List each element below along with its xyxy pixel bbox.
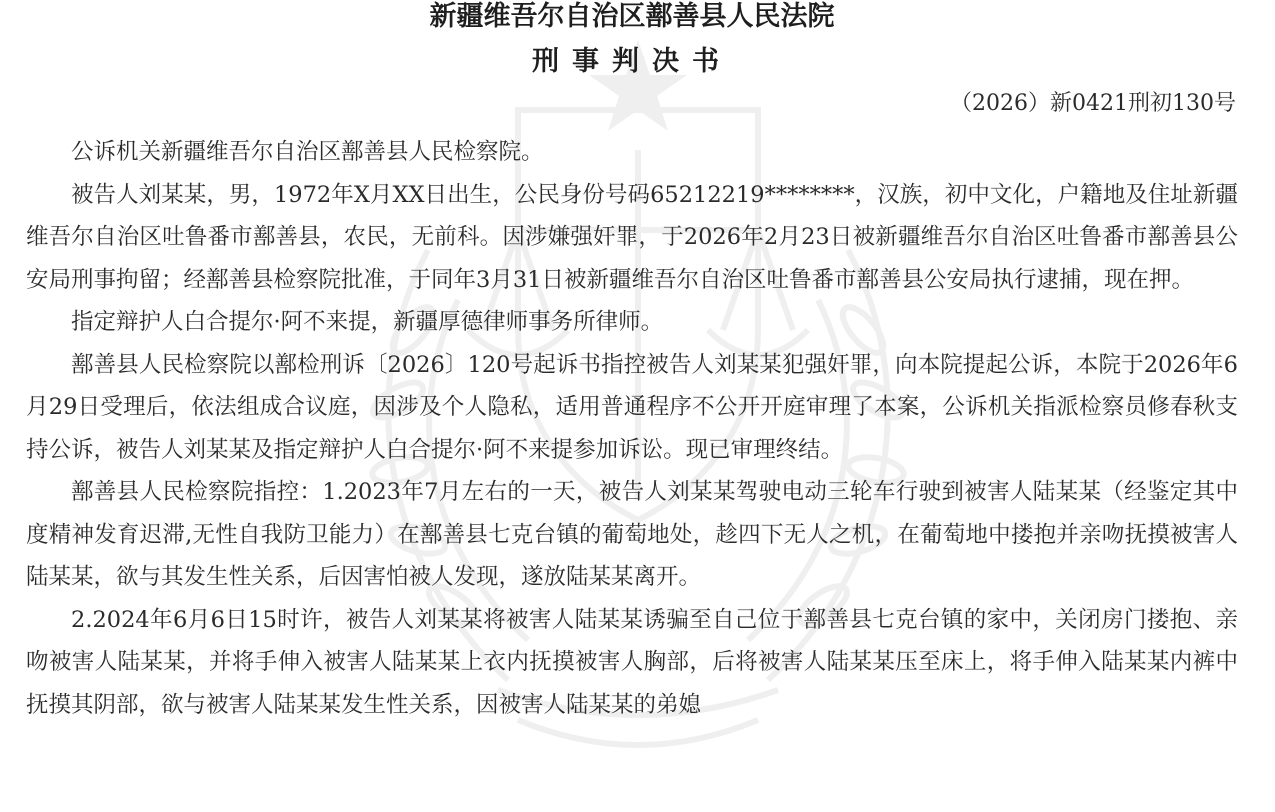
case-number: （2026）新0421刑初130号 (950, 91, 1236, 116)
defendant-paragraph: 被告人刘某某，男，1972年X月XX日出生，公民身份号码65212219********，汉族，初中文化，户籍地及住址新疆维吾尔自治区吐鲁番市鄯善县，农民，无前科。因涉嫌强奸罪，于2026年2月23日被新疆维吾尔自治区吐鲁番市鄯善县公安局刑事拘留；经鄯善县检察院批准，于同年3月31日被新疆维吾尔自治区吐鲁番市鄯善县公安局执行逮捕，现在押。 (26, 181, 1238, 293)
judgment-body (26, 131, 1238, 726)
judgment-document (26, 0, 1238, 812)
charge-paragraph-2: 2.2024年6月6日15时许，被告人刘某某将被害人陆某某诱骗至自己位于鄯善县七克台镇的家中，关闭房门搂抱、亲吻被害人陆某某，并将手伸入被害人陆某某上衣内抚摸被害人胸部，后将被害人陆某某压至床上，将手伸入陆某某内裤中抚摸其阴部，欲与被害人陆某某发生性关系，因被害人陆某某的弟媳 (26, 606, 1238, 718)
prosecutor-paragraph: 公诉机关新疆维吾尔自治区鄯善县人民检察院。 (71, 139, 544, 165)
charge-paragraph-1: 鄯善县人民检察院指控：1.2023年7月左右的一天，被告人刘某某驾驶电动三轮车行驶到被害人陆某某（经鉴定其中度精神发育迟滞,无性自我防卫能力）在鄯善县七克台镇的葡萄地处，趁四下无人之机，在葡萄地中搂抱并亲吻抚摸被害人陆某某，欲与其发生性关系，后因害怕被人发现，遂放陆某某离开。 (26, 479, 1238, 590)
procedure-paragraph: 鄯善县人民检察院以鄯检刑诉〔2026〕120号起诉书指控被告人刘某某犯强奸罪，向本院提起公诉，本院于2026年6月29日受理后，依法组成合议庭，因涉及个人隐私，适用普通程序不公开开庭审理了本案，公诉机关指派检察员修春秋支持公诉，被告人刘某某及指定辩护人白合提尔·阿不来提参加诉讼。现已审理终结。 (26, 351, 1238, 463)
document-type-title: 刑事判决书 (532, 46, 732, 77)
court-name: 新疆维吾尔自治区鄯善县人民法院 (429, 1, 835, 32)
defense-counsel-paragraph: 指定辩护人白合提尔·阿不来提，新疆厚德律师事务所律师。 (71, 309, 664, 335)
